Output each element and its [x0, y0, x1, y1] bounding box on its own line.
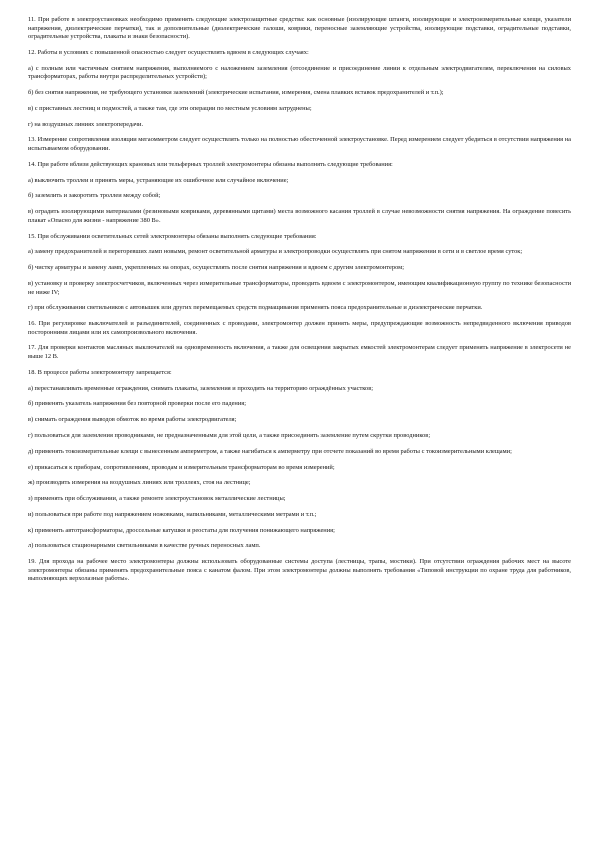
- paragraph-18-a: а) перестанавливать временные ограждения, снимать плакаты, заземления и проходить на территорию ограждённых участков;: [28, 384, 374, 392]
- paragraph-18-v: в) снимать ограждения выводов обмоток во время работы электродвигателя;: [28, 416, 237, 424]
- paragraph-12-a: а) с полным или частичным снятием напряжения, выполняемого с наложением заземления (отсоединение и присоединение линии к отдельным электродвигателям, переключения на силовых трансформаторах, работы внутри распределительных устройств);: [28, 64, 571, 81]
- paragraph-11: 11. При работе в электроустановках необходимо применять следующие электрозащитные средства: как основные (изолирующие штанги, изолирующие и электроизмерительные клещи, указатели напряжения, диэлектрические перчатки), так и дополнительные (диэлектрические галоши, коврики, переносные заземляющие устройства, изолирующие подставки, оградительные подставки, оградительные устройства, плакаты и знаки безопасности).: [28, 16, 571, 41]
- paragraph-19: 19. Для прохода на рабочее место электромонтеры должны использовать оборудованные системы доступа (лестницы, трапы, мостики). При отсутствии ограждения рабочих мест на высоте электромонтеры обязаны применять предохранительные пояса с канатом фалом. При этом электромонтеры должны выполнять требования «Типовой инструкции по охране труда для работников, выполняющих верхолазные работы».: [28, 558, 571, 583]
- paragraph-18-l: л) пользоваться стационарными светильниками в качестве ручных переносных ламп.: [28, 542, 261, 550]
- paragraph-18-e: е) прикасаться к приборам, сопротивлениям, проводам и измерительным трансформаторам во время измерений;: [28, 463, 335, 471]
- paragraph-18-g: г) пользоваться для заземления проводниками, не предназначенными для этой цели, а также присоединять заземление путем скрутки проводников;: [28, 431, 431, 439]
- paragraph-18: 18. В процессе работы электромонтеру запрещается:: [28, 368, 172, 376]
- paragraph-18-d: д) применять токоизмерительные клещи с вынесенным амперметром, а также нагибаться к амперметру при отсчете показаний во время работы с токоизмерительными клещами;: [28, 447, 512, 455]
- paragraph-15: 15. При обслуживании осветительных сетей электромонтеры обязаны выполнять следующие требования:: [28, 232, 317, 240]
- paragraph-14-b: б) заземлить и закоротить троллеи между собой;: [28, 192, 161, 200]
- paragraph-18-z: з) применять при обслуживании, а также ремонте электроустановок металлические лестницы;: [28, 495, 286, 503]
- paragraph-14: 14. При работе вблизи действующих крановых или тельферных троллей электромонтеры обязаны выполнять следующие требования:: [28, 160, 393, 168]
- paragraph-15-a: а) замену предохранителей и перегоревших ламп новыми, ремонт осветительной арматуры и электропроводки осуществлять при снятом напряжении в сети и в светлое время суток;: [28, 248, 523, 256]
- paragraph-15-v: в) установку и проверку электросчетчиков, включенных через измерительные трансформаторы, проводить вдвоем с электромонтером, имеющим квалификационную группу по технике безопасности не ниже IV;: [28, 279, 571, 296]
- paragraph-18-b: б) применять указатель напряжения без повторной проверки после его падения;: [28, 400, 246, 408]
- paragraph-13: 13. Измерение сопротивления изоляции мегаомметром следует осуществлять только на полностью обесточенной электроустановке. Перед измерением следует убедиться в отсутствии напряжения на испытываемом оборудовании.: [28, 136, 571, 153]
- paragraph-18-zh: ж) производить измерения на воздушных линиях или троллеях, стоя на лестнице;: [28, 479, 251, 487]
- paragraph-17: 17. Для проверки контактов масляных выключателей на одновременность включения, а также для освещения закрытых емкостей электромонтерам следует применять напряжение в электросети не выше 12 В.: [28, 344, 571, 361]
- paragraph-12-g: г) на воздушных линиях электропередачи.: [28, 120, 144, 128]
- paragraph-18-k: к) применять автотрансформаторы, дроссельные катушки и реостаты для получения понижающего напряжения;: [28, 526, 335, 534]
- paragraph-12-b: б) без снятия напряжения, не требующего установки заземлений (электрические испытания, измерения, смена плавких вставок предохранителей и т.п.);: [28, 89, 444, 97]
- paragraph-15-g: г) при обслуживании светильников с автовышек или других перемещаемых средств подмащивания применять пояса предохранительные и диэлектрические перчатки.: [28, 304, 483, 312]
- paragraph-16: 16. При регулировке выключателей и разъединителей, соединенных с проводами, электромонтер должен принять меры, предупреждающие возможность непредвиденного включения приводов посторонними лицами или их самопроизвольного включения.: [28, 320, 571, 336]
- paragraph-12-v: в) с приставных лестниц и подмостей, а также там, где эти операции по местным условиям затруднены;: [28, 104, 312, 112]
- paragraph-18-i: и) пользоваться при работе под напряжением ножовками, напильниками, металлическими метрами и т.п.;: [28, 510, 317, 518]
- paragraph-12: 12. Работы в условиях с повышенной опасностью следует осуществлять вдвоем в следующих случаях:: [28, 48, 309, 56]
- paragraph-14-a: а) выключить троллеи и принять меры, устраняющие их ошибочное или случайное включение;: [28, 176, 289, 184]
- paragraph-15-b: б) чистку арматуры и замену ламп, укрепленных на опорах, осуществлять после снятия напряжения и вдвоем с другим электромонтером;: [28, 264, 404, 272]
- paragraph-14-v: в) оградить изолирующими материалами (резиновыми ковриками, деревянными щитами) места возможного касания троллей в случае невозможности снятия напряжения. На ограждение повесить плакат «Опасно для жизни - напряжение 380 В».: [28, 208, 571, 224]
